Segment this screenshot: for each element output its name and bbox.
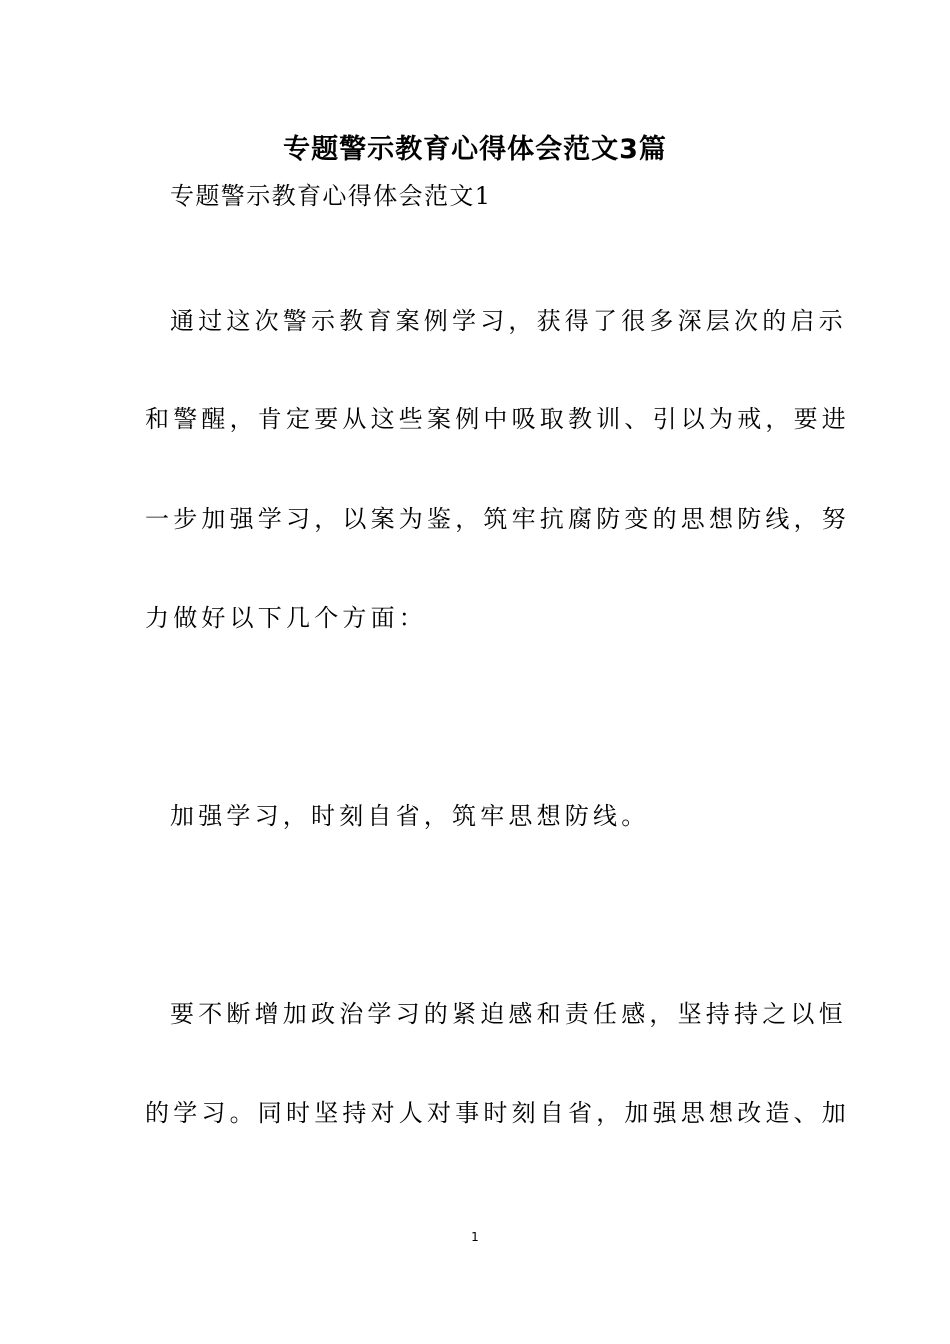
document-title: 专题警示教育心得体会范文3篇 <box>283 134 667 165</box>
section-subtitle: 专题警示教育心得体会范文1 <box>170 182 492 210</box>
paragraph-2-line-2: 的学习。同时坚持对人对事时刻自省，加强思想改造、加 <box>145 1099 850 1127</box>
paragraph-1-line-4: 力做好以下几个方面： <box>145 604 427 632</box>
section-heading: 加强学习，时刻自省，筑牢思想防线。 <box>170 802 650 830</box>
paragraph-2-line-1: 要不断增加政治学习的紧迫感和责任感，坚持持之以恒 <box>170 1000 847 1028</box>
paragraph-1-line-2: 和警醒，肯定要从这些案例中吸取教训、引以为戒，要进 <box>145 405 850 433</box>
page-number: 1 <box>471 1230 479 1244</box>
paragraph-1-line-3: 一步加强学习，以案为鉴，筑牢抗腐防变的思想防线，努 <box>145 505 850 533</box>
paragraph-1-line-1: 通过这次警示教育案例学习，获得了很多深层次的启示 <box>170 307 847 335</box>
